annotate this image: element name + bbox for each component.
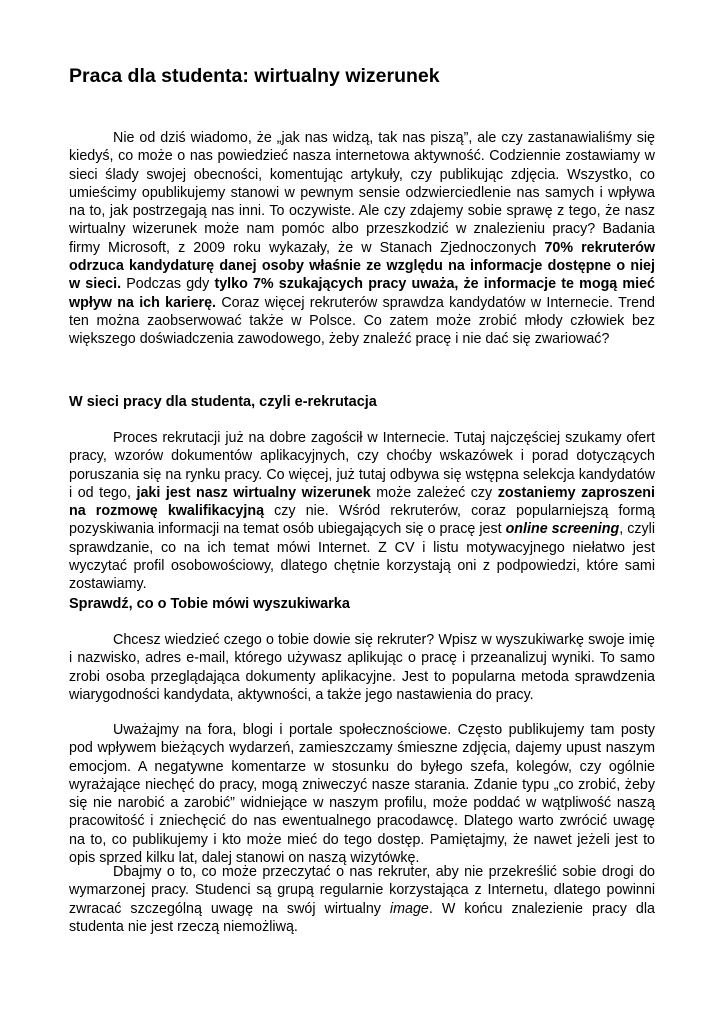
bold-run: zostaniemy zaproszeni na rozmowę kwalifikacyjną	[69, 484, 655, 520]
bold-run: 70% rekruterów odrzuca kandydaturę danej osoby właśnie ze względu na informacje dostępne o niej w sieci.	[69, 239, 656, 293]
text-run: Podczas gdy	[121, 276, 215, 293]
paragraph-fora-blogi: Uważajmy na fora, blogi i portale społecznościowe. Często publikujemy tam posty pod wpływem bieżących wydarzeń, zamieszczamy śmieszne zdjęcia, dajemy upust naszym emocjom. A negatywne komentarze w stosunku do byłego szefa, kolegów, czy ogólnie wyrażające niechęć do pracy, mogą zniweczyć nasze starania. Zdanie typu „co zrobić, żeby się nie narobić a zarobić” widniejące w naszym profilu, może poddać w wątpliwość naszą pracowitość i zniechęcić do nas ewentualnego pracodawcę. Dlatego warto zwrócić uwagę na to, co publikujemy i kto może mieć do tego dostęp. Pamiętajmy, że nawet jeżeli jest to opis sprzed kilku lat, dalej stanowi on naszą wizytówkę.	[69, 722, 655, 867]
text-run: Coraz więcej rekruterów sprawdza kandydatów w Internecie. Trend ten można zaobserwować także w Polsce. Co zatem może zrobić młody człowiek bez większego doświadczenia zawodowego, żeby znaleźć pracę i nie dać się zwariować?	[69, 294, 655, 348]
paragraph-intro	[69, 129, 655, 349]
section-heading-wyszukiwarka: Sprawdź, co o Tobie mówi wyszukiwarka	[69, 596, 350, 612]
section-heading-e-rekrutacja: W sieci pracy dla studenta, czyli e-rekrutacja	[69, 394, 377, 410]
document-title: Praca dla studenta: wirtualny wizerunek	[69, 65, 440, 87]
text-run: , czyli sprawdzanie, co na ich temat mówi Internet. Z CV i listu motywacyjnego niełatwo jest wyczytać profil osobowościowy, dlatego chętnie korzystają oni z podpowiedzi, które sami zostawiamy.	[69, 521, 655, 593]
bold-run: tylko 7% szukających pracy uważa, że informacje te mogą mieć wpływ na ich karierę.	[69, 276, 655, 311]
text-run: Nie od dziś wiadomo, że „jak nas widzą, tak nas piszą”, ale czy zastanawialiśmy się kiedyś, co może o nas powiedzieć nasza internetowa aktywność. Codziennie zostawiamy w sieci ślady swojej obecności, komentując artykuły, czy publikując zdjęcia. Wszystko, co umieścimy opublikujemy stanowi w pewnym sensie odzwierciedlenie nas samych i wpływa na to, jak postrzegają nas inni. To oczywiste. Ale czy zdajemy sobie sprawę z tego, że nasz wirtualny wizerunek może nam pomóc albo przeszkodzić w znalezieniu pracy? Badania firmy Microsoft, z 2009 roku wykazały, że w Stanach Zjednoczonych	[69, 130, 655, 256]
text-run: może zależeć czy	[370, 484, 498, 501]
paragraph-e-rekrutacja	[69, 429, 655, 594]
bold-run: jaki jest nasz wirtualny wizerunek	[136, 484, 371, 501]
text-run: Proces rekrutacji już na dobre zagościł w Internecie. Tutaj najczęściej szukamy ofert pracy, wzorów dokumentów aplikacyjnych, czy choćby wskazówek i porad dotyczących poruszania się na rynku pracy. Co więcej, już tutaj odbywa się wstępna selekcja kandydatów i od tego,	[69, 430, 655, 501]
paragraph-conclusion	[69, 863, 655, 936]
bold-italic-run: online screening	[505, 521, 620, 538]
text-run: Dbajmy o to, co może przeczytać o nas rekruter, aby nie przekreślić sobie drogi do wymarzonej pracy. Studenci są grupą regularnie korzystająca z Internetu, dlatego powinni zwracać szczególną uwagę na swój wirtualny	[69, 864, 655, 917]
text-run: . W końcu znalezienie pracy dla studenta nie jest rzeczą niemożliwą.	[69, 900, 655, 935]
italic-run: image	[389, 900, 429, 917]
paragraph-wyszukiwarka: Chcesz wiedzieć czego o tobie dowie się rekruter? Wpisz w wyszukiwarkę swoje imię i nazwisko, adres e-mail, którego używasz aplikując o pracę i przeanalizuj wyniki. To samo zrobi osoba przeglądająca dokumenty aplikacyjne. Jest to popularna metoda sprawdzenia wiarygodności kandydata, aktywności, a także jego nastawienia do pracy.	[69, 632, 655, 703]
text-run: czy nie. Wśród rekruterów, coraz popularniejszą formą pozyskiwania informacji na temat osób ubiegających się o pracę jest	[69, 503, 655, 538]
